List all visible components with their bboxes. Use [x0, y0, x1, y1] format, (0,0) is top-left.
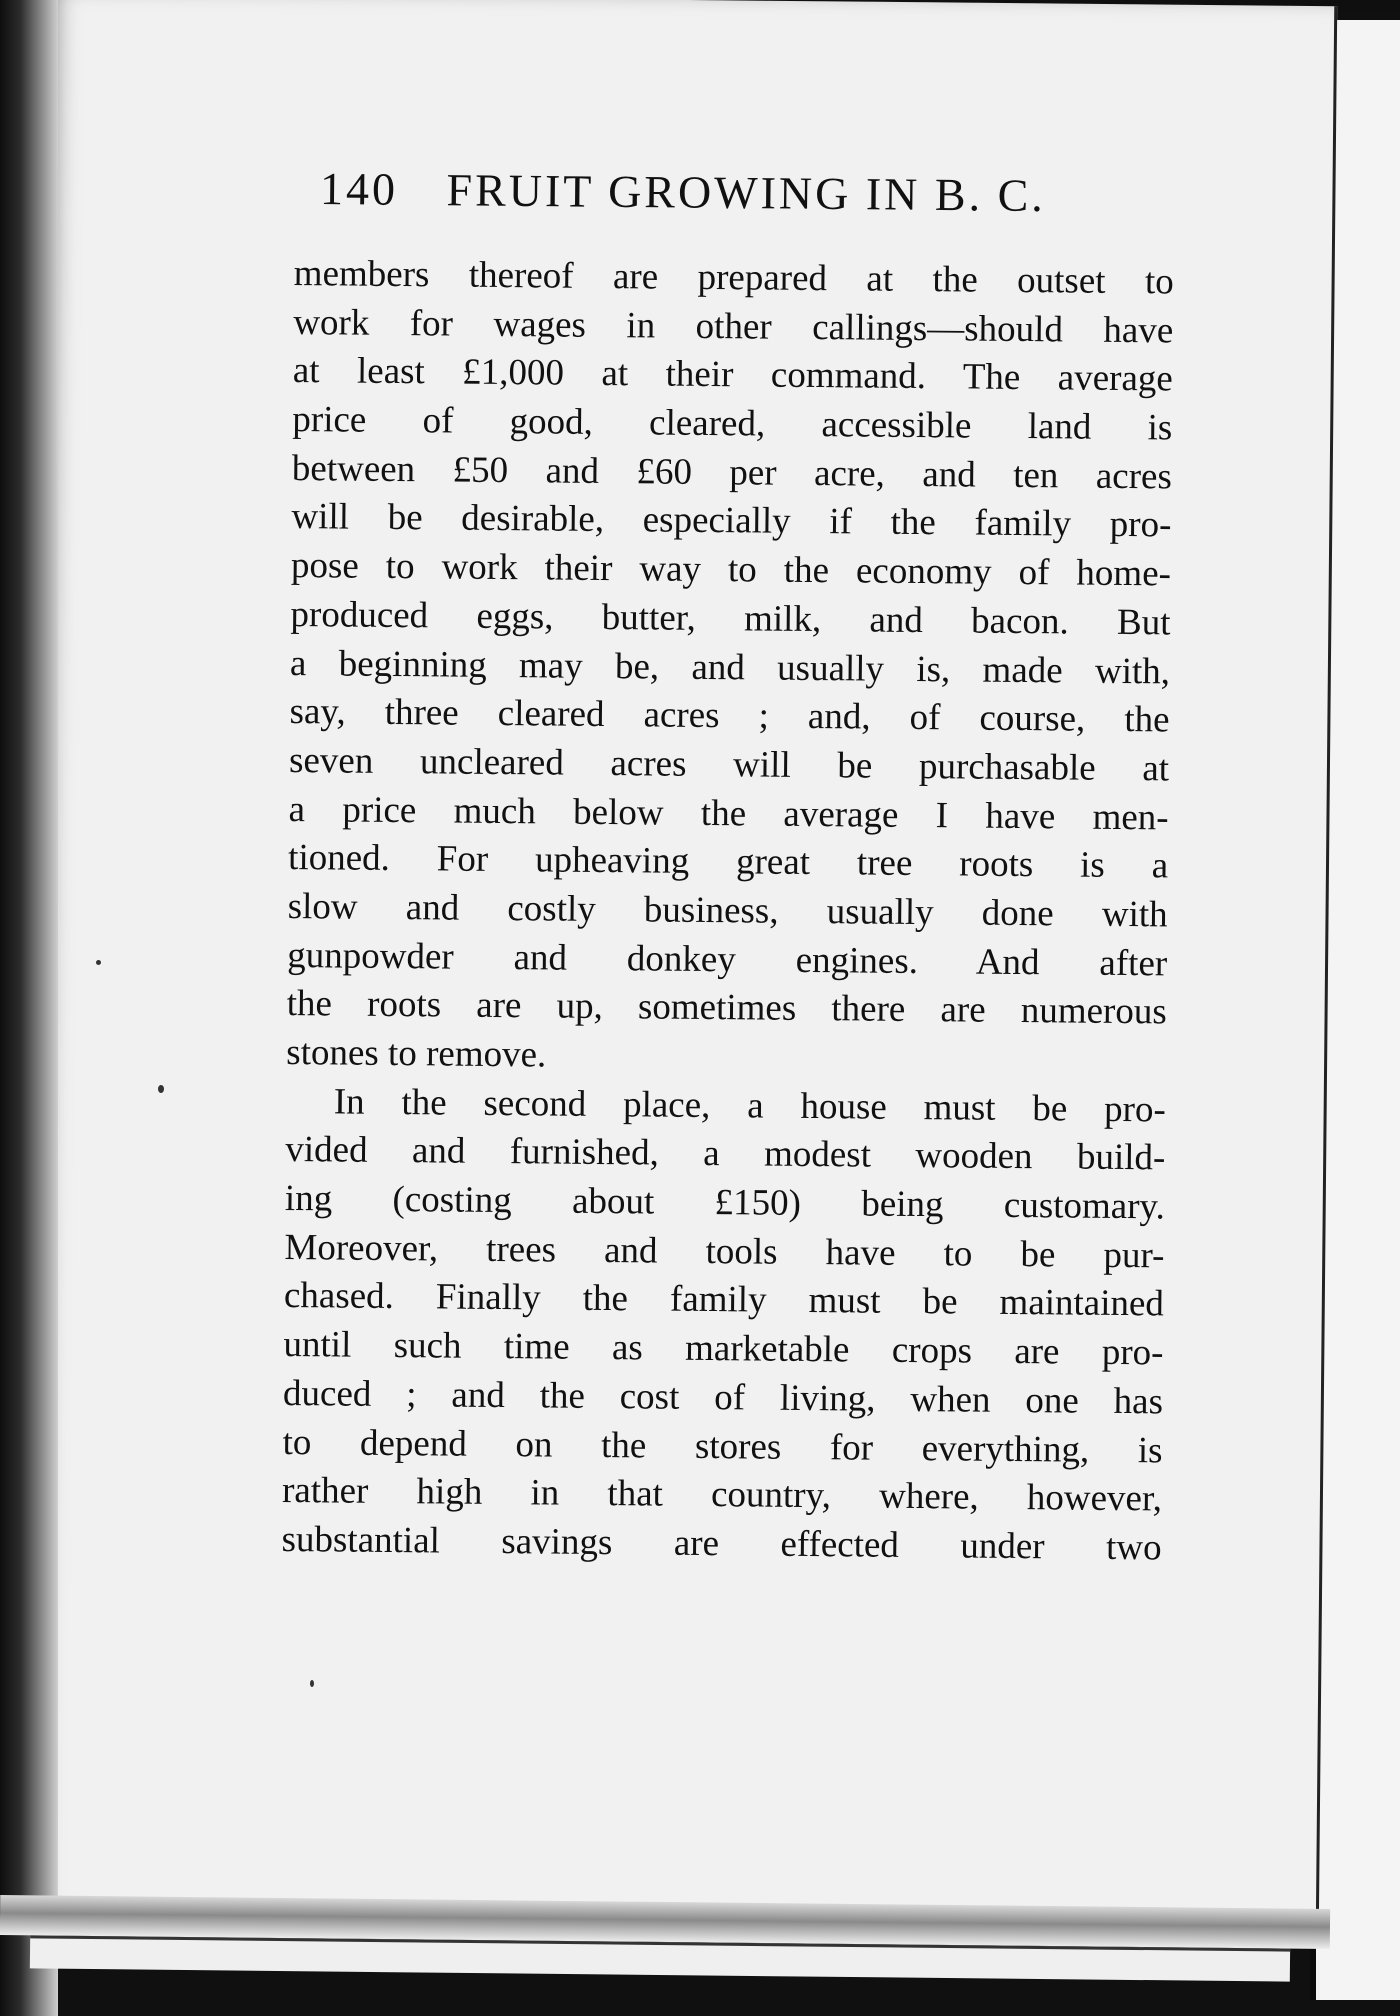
text-line: tioned. For upheaving great tree roots is a: [287, 837, 1169, 887]
scan-speck: [158, 1085, 164, 1093]
text-line: slow and costly business, usually done with: [287, 885, 1168, 936]
scan-speck: [310, 1680, 314, 1687]
text-line: to depend on the stores for everything, is: [282, 1421, 1163, 1471]
body-text: [281, 250, 1174, 1573]
text-line: Moreover, trees and tools have to be pur-: [284, 1226, 1165, 1277]
text-line: seven uncleared acres will be purchasable at: [288, 739, 1170, 790]
text-line: a price much below the average I have men-: [288, 788, 1169, 838]
text-line: between £50 and £60 per acre, and ten acres: [291, 447, 1173, 498]
text-line: rather high in that country, where, however,: [281, 1470, 1163, 1520]
text-line: duced ; and the cost of living, when one has: [282, 1372, 1164, 1423]
text-line: stones to remove.: [286, 1031, 547, 1076]
paragraph-2: [281, 1078, 1166, 1573]
text-line: gunpowder and donkey engines. And after: [287, 934, 1168, 985]
text-line: work for wages in other callings—should have: [293, 301, 1174, 352]
text-line: at least £1,000 at their command. The average: [292, 350, 1173, 400]
text-line: say, three cleared acres ; and, of course, the: [289, 691, 1170, 741]
page-gutter-shadow: [0, 0, 58, 2016]
text-line: vided and furnished, a modest wooden build-: [285, 1129, 1166, 1179]
running-head: FRUIT GROWING IN B. C.: [446, 164, 1047, 221]
text-line: will be desirable, especially if the family pro-: [291, 496, 1172, 546]
text-line: chased. Finally the family must be maintained: [283, 1275, 1165, 1325]
scan-speck: [96, 960, 101, 965]
text-line: price of good, cleared, accessible land is: [292, 399, 1173, 449]
text-line: until such time as marketable crops are pro-: [283, 1324, 1164, 1374]
text-line: pose to work their way to the economy of home-: [290, 545, 1172, 595]
text-line: ing (costing about £150) being customary.: [284, 1178, 1166, 1228]
text-line: substantial savings are effected under two: [281, 1518, 1162, 1569]
text-line: the roots are up, sometimes there are numerous: [286, 983, 1167, 1033]
paragraph-1: [286, 250, 1174, 1086]
text-line: In the second place, a house must be pro-: [333, 1081, 1166, 1131]
page-header: [320, 162, 1081, 229]
text-line: members thereof are prepared at the outset to: [293, 252, 1174, 303]
text-line: a beginning may be, and usually is, made with,: [289, 642, 1171, 692]
text-line: produced eggs, butter, milk, and bacon. But: [290, 593, 1171, 644]
page-number: 140: [319, 163, 399, 215]
